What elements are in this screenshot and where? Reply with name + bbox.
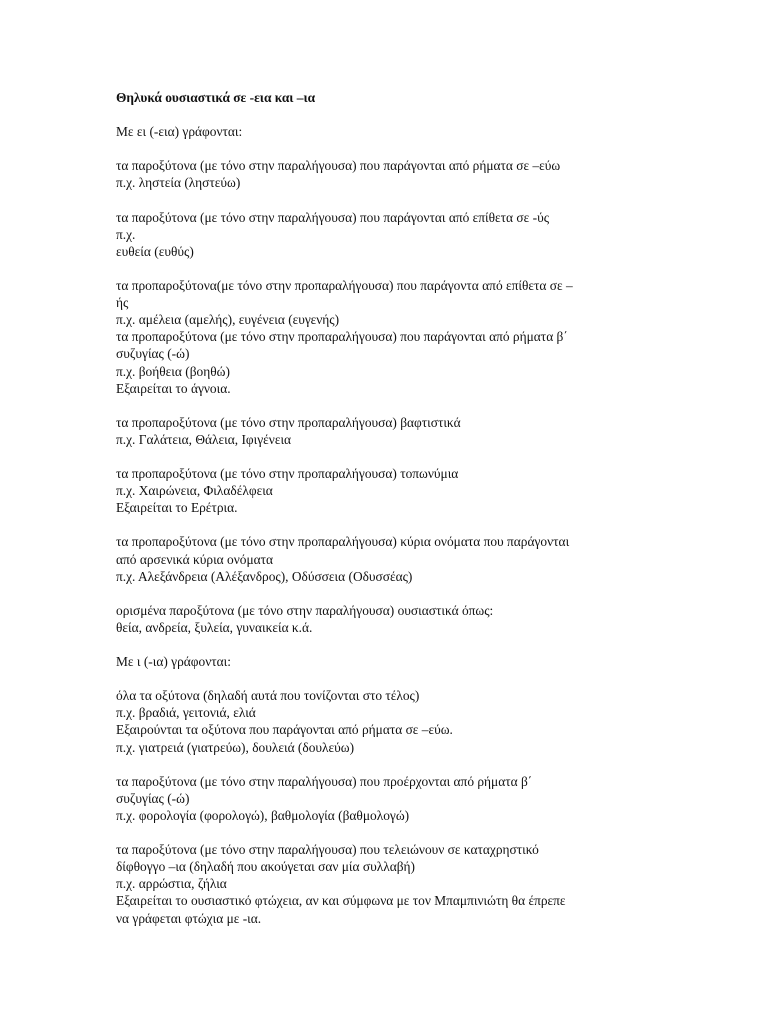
paragraph xyxy=(116,123,656,140)
paragraph xyxy=(116,841,656,926)
text-line: από αρσενικά κύρια ονόματα xyxy=(116,551,274,567)
paragraph-spacer xyxy=(116,824,656,841)
text-line: ορισμένα παροξύτονα (με τόνο στην παραλήγουσα) ουσιαστικά όπως: xyxy=(116,602,494,618)
text-line: συζυγίας (-ώ) xyxy=(116,790,190,806)
text-line: τα προπαροξύτονα (με τόνο στην προπαραλήγουσα) βαφτιστικά xyxy=(116,414,461,430)
text-line: π.χ. φορολογία (φορολογώ), βαθμολογία (βαθμολογώ) xyxy=(116,807,410,823)
text-line: συζυγίας (-ώ) xyxy=(116,346,190,362)
text-line: π.χ. γιατρειά (γιατρεύω), δουλειά (δουλεύω) xyxy=(116,739,355,755)
paragraph-spacer xyxy=(116,448,656,465)
text-line: ευθεία (ευθύς) xyxy=(116,243,194,259)
text-line: Με ι (-ια) γράφονται: xyxy=(116,654,231,670)
paragraph-spacer xyxy=(116,585,656,602)
text-line: Εξαιρείται το Ερέτρια. xyxy=(116,500,238,516)
text-line: π.χ. ληστεία (ληστεύω) xyxy=(116,175,241,191)
text-line: π.χ. Χαιρώνεια, Φιλαδέλφεια xyxy=(116,483,273,499)
text-line: όλα τα οξύτονα (δηλαδή αυτά που τονίζονται στο τέλος) xyxy=(116,688,420,704)
paragraph-spacer xyxy=(116,140,656,157)
text-line: π.χ. Γαλάτεια, Θάλεια, Ιφιγένεια xyxy=(116,431,292,447)
text-line: π.χ. αμέλεια (αμελής), ευγένεια (ευγενής) xyxy=(116,312,340,328)
paragraph xyxy=(116,773,656,824)
paragraph xyxy=(116,687,656,755)
text-line: τα προπαροξύτονα(με τόνο στην προπαραλήγουσα) που παράγοντα από επίθετα σε – xyxy=(116,278,573,294)
text-line: π.χ. αρρώστια, ζήλια xyxy=(116,876,227,892)
text-line: τα παροξύτονα (με τόνο στην παραλήγουσα) που προέρχονται από ρήματα β΄ xyxy=(116,773,533,789)
text-line: ής xyxy=(116,295,129,311)
text-line: τα προπαροξύτονα (με τόνο στην προπαραλήγουσα) τοπωνύμια xyxy=(116,466,459,482)
paragraph xyxy=(116,602,656,636)
paragraph xyxy=(116,157,656,191)
paragraph-spacer xyxy=(116,670,656,687)
text-line: Με ει (-εια) γράφονται: xyxy=(116,124,243,140)
text-line: Εξαιρείται το άγνοια. xyxy=(116,380,231,396)
text-line: να γράφεται φτώχια με -ια. xyxy=(116,910,262,926)
paragraph-spacer xyxy=(116,192,656,209)
text-line: π.χ. βοήθεια (βοηθώ) xyxy=(116,363,230,379)
text-line: Εξαιρείται το ουσιαστικό φτώχεια, αν και σύμφωνα με τον Μπαμπινιώτη θα έπρεπε xyxy=(116,893,566,909)
text-line: π.χ. xyxy=(116,226,136,242)
document-title: Θηλυκά ουσιαστικά σε -εια και –ια xyxy=(116,90,316,105)
text-line: θεία, ανδρεία, ξυλεία, γυναικεία κ.ά. xyxy=(116,619,313,635)
text-line: τα παροξύτονα (με τόνο στην παραλήγουσα) που παράγονται από ρήματα σε –εύω xyxy=(116,158,561,174)
text-line: π.χ. Αλεξάνδρεια (Αλέξανδρος), Οδύσσεια (Οδυσσέας) xyxy=(116,568,413,584)
document-body xyxy=(116,89,656,927)
paragraph xyxy=(116,533,656,584)
paragraph xyxy=(116,209,656,260)
paragraph xyxy=(116,277,656,397)
paragraph-spacer xyxy=(116,756,656,773)
paragraph-spacer xyxy=(116,636,656,653)
paragraph xyxy=(116,653,656,670)
text-line: τα προπαροξύτονα (με τόνο στην προπαραλήγουσα) κύρια ονόματα που παράγονται xyxy=(116,534,570,550)
text-line: Εξαιρούνται τα οξύτονα που παράγονται από ρήματα σε –εύω. xyxy=(116,722,453,738)
text-line: π.χ. βραδιά, γειτονιά, ελιά xyxy=(116,705,256,721)
text-line: τα προπαροξύτονα (με τόνο στην προπαραλήγουσα) που παράγονται από ρήματα β΄ xyxy=(116,329,568,345)
paragraph-spacer xyxy=(116,106,656,123)
paragraph-spacer xyxy=(116,260,656,277)
paragraph-spacer xyxy=(116,516,656,533)
document-blocks xyxy=(116,106,656,927)
text-line: δίφθογγο –ια (δηλαδή που ακούγεται σαν μία συλλαβή) xyxy=(116,859,416,875)
text-line: τα παροξύτονα (με τόνο στην παραλήγουσα) που τελειώνουν σε καταχρηστικό xyxy=(116,842,539,858)
text-line: τα παροξύτονα (με τόνο στην παραλήγουσα) που παράγονται από επίθετα σε -ύς xyxy=(116,209,550,225)
paragraph xyxy=(116,414,656,448)
paragraph xyxy=(116,465,656,516)
paragraph-spacer xyxy=(116,397,656,414)
